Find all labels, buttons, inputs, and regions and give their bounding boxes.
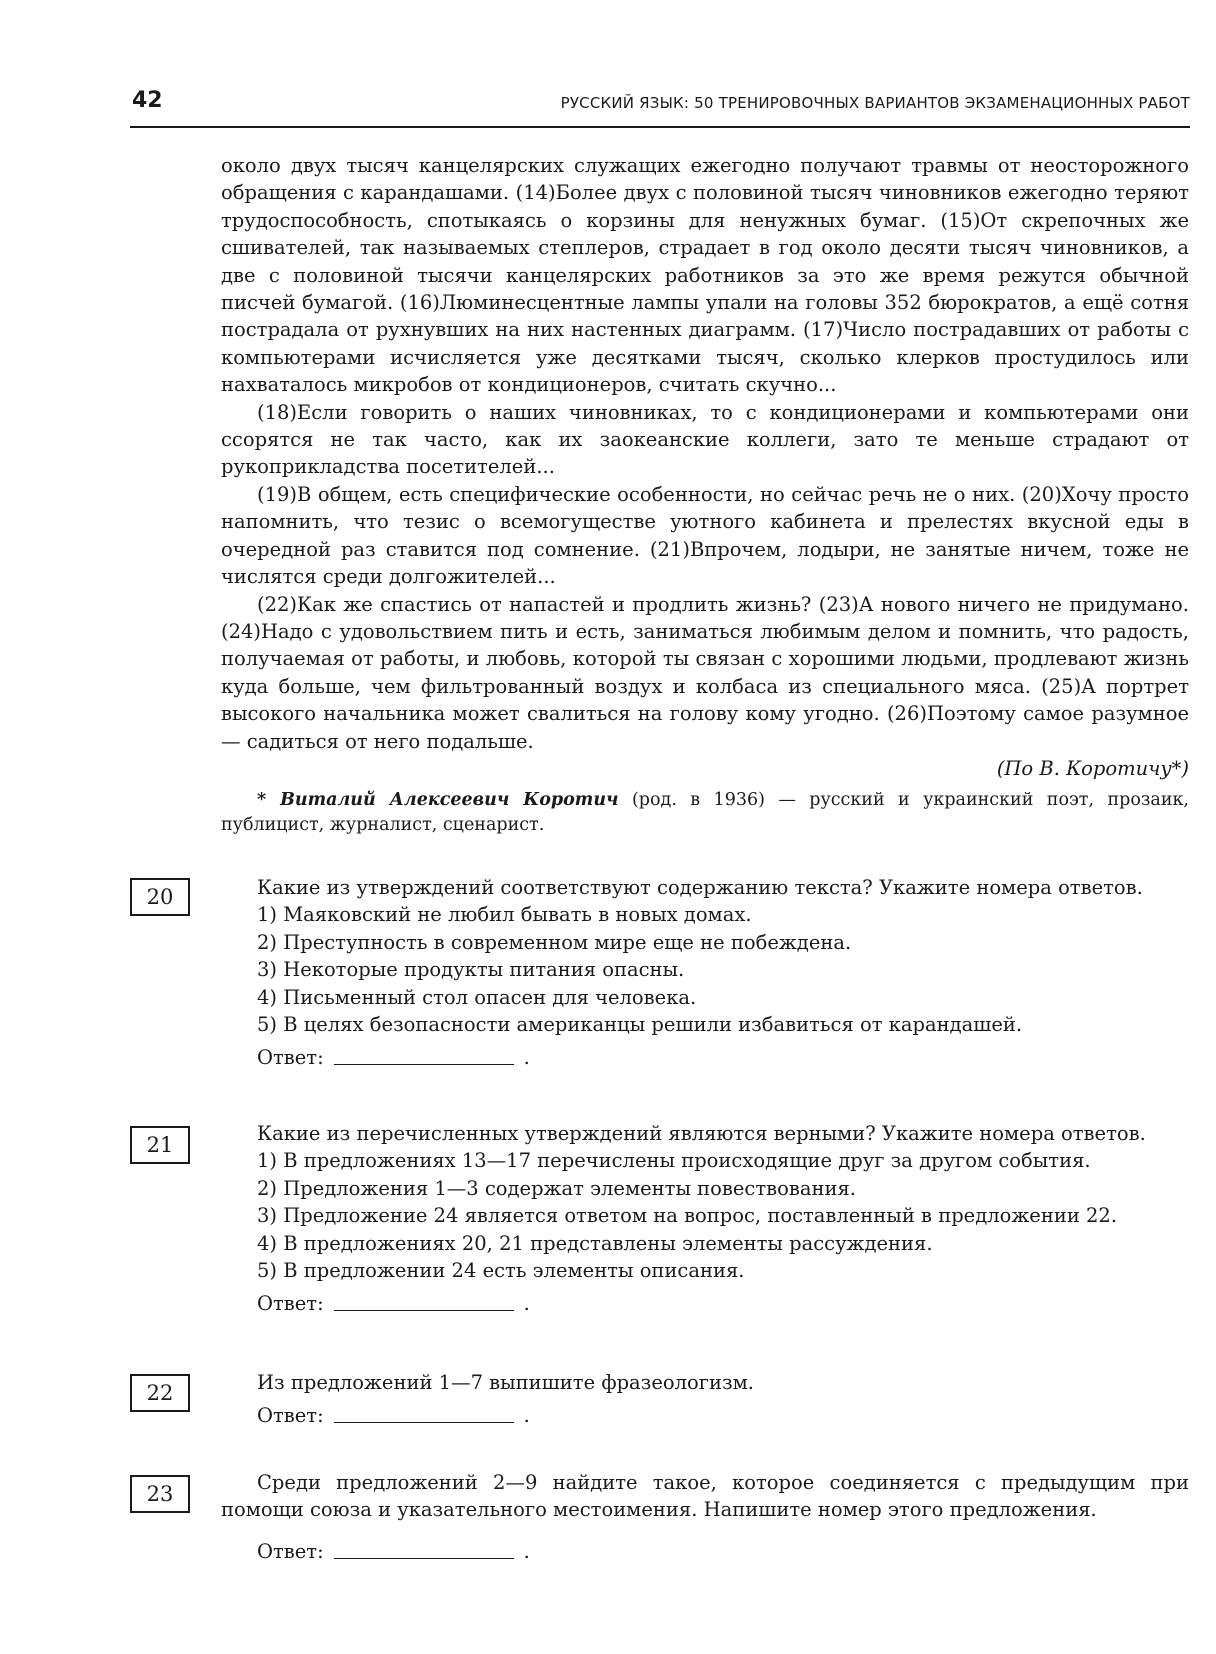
answer-field[interactable] xyxy=(334,1063,514,1065)
text-paragraph: (22)Как же спастись от напастей и продлить жизнь? (23)А нового ничего не придумано. (24)Надо с удовольствием пить и есть, заниматься любимым делом и помнить, что радость, получаемая от работы, и любовь, которой ты связан с хорошими людьми, продлевают жизнь куда больше, чем фильтрованный воздух и колбаса из специального мяса. (25)А портрет высокого начальника может свалиться на голову кому угодно. (26)Поэтому самое разумное — садиться от него подальше. xyxy=(221,592,1189,753)
answer-label: Ответ: xyxy=(257,1404,324,1428)
task-number-box: 22 xyxy=(130,1374,190,1412)
text-paragraph: (18)Если говорить о наших чиновниках, то с кондиционерами и компьютерами они ссорятся не так часто, как их заокеанские коллеги, зато те меньше страдают от рукоприкладства посетителей... xyxy=(221,400,1189,479)
task-body xyxy=(221,1469,1189,1565)
answer-option: 1) В предложениях 13—17 перечислены происходящие друг за другом события. xyxy=(257,1149,1091,1173)
answer-options xyxy=(221,901,1189,1038)
task-body xyxy=(221,1369,1189,1429)
answer-label: Ответ: xyxy=(257,1292,324,1316)
footnote-name: * Виталий Алексеевич Коротич xyxy=(257,789,619,810)
answer-option: 3) Предложение 24 является ответом на вопрос, поставленный в предложении 22. xyxy=(257,1204,1118,1228)
answer-option: 5) В предложении 24 есть элементы описания. xyxy=(257,1259,745,1283)
answer-options xyxy=(221,1147,1189,1284)
answer-dot: . xyxy=(523,1046,530,1070)
task-question: Какие из перечисленных утверждений являются верными? Укажите номера ответов. xyxy=(257,1122,1146,1145)
text-paragraph: (19)В общем, есть специфические особенности, но сейчас речь не о них. (20)Хочу просто напомнить, что тезис о всемогуществе уютного кабинета и прелестях вкусной еды в очередной раз ставится под сомнение. (21)Впрочем, лодыри, не занятые ничем, тоже не числятся среди долгожителей... xyxy=(221,482,1189,589)
answer-option: 4) В предложениях 20, 21 представлены элементы рассуждения. xyxy=(257,1231,933,1255)
task-question: Какие из утверждений соответствуют содержанию текста? Укажите номера ответов. xyxy=(257,876,1143,899)
page-header xyxy=(130,86,1190,128)
answer-dot: . xyxy=(523,1404,530,1428)
answer-row xyxy=(221,1402,1189,1429)
answer-field[interactable] xyxy=(334,1421,514,1423)
text-paragraph: около двух тысяч канцелярских служащих ежегодно получают травмы от неосторожного обращения с карандашами. (14)Более двух с половиной тысяч чиновников ежегодно теряют трудоспособность, спотыкаясь о корзины для ненужных бумаг. (15)От скрепочных же сшивателей, так называемых степлеров, страдает в год около десяти тысяч чиновников, а две с половиной тысячи канцелярских работников за это же время режутся обычной писчей бумагой. (16)Люминесцентные лампы упали на головы 352 бюрократов, а ещё сотня пострадала от рухнувших на них настенных диаграмм. (17)Число пострадавших от работы с компьютерами исчисляется уже десятками тысяч, сколько клерков простудилось или нахваталось микробов от кондиционеров, считать скучно... xyxy=(221,154,1189,397)
answer-dot: . xyxy=(523,1539,530,1563)
answer-option: 5) В целях безопасности американцы решили избавиться от карандашей. xyxy=(257,1013,1023,1037)
footnote xyxy=(221,788,1189,838)
answer-option: 4) Письменный стол опасен для человека. xyxy=(257,985,697,1009)
answer-option: 3) Некоторые продукты питания опасны. xyxy=(257,958,685,982)
page-number: 42 xyxy=(132,88,163,113)
answer-option: 2) Преступность в современном мире еще не побеждена. xyxy=(257,930,852,954)
task-question: Из предложений 1—7 выпишите фразеологизм. xyxy=(257,1371,754,1394)
task-number-box: 20 xyxy=(130,878,190,916)
task-body xyxy=(221,1120,1189,1317)
footnote-text: (род. в 1936) — русский и украинский поэт, прозаик, публицист, журналист, сценарист. xyxy=(221,789,1189,835)
answer-label: Ответ: xyxy=(257,1539,324,1563)
task-question: Среди предложений 2—9 найдите такое, которое соединяется с предыдущим при помощи союза и указательного местоимения. Напишите номер этого предложения. xyxy=(221,1471,1189,1522)
answer-row xyxy=(221,1044,1189,1071)
task-number-box: 21 xyxy=(130,1126,190,1164)
task-body xyxy=(221,874,1189,1071)
text-author: (По В. Коротичу*) xyxy=(996,756,1189,780)
answer-row xyxy=(221,1290,1189,1317)
answer-field[interactable] xyxy=(334,1557,514,1559)
answer-option: 1) Маяковский не любил бывать в новых домах. xyxy=(257,903,752,927)
task-number-box: 23 xyxy=(130,1475,190,1513)
answer-row xyxy=(221,1538,1189,1565)
running-title: РУССКИЙ ЯЗЫК: 50 ТРЕНИРОВОЧНЫХ ВАРИАНТОВ ЭКЗАМЕНАЦИОННЫХ РАБОТ xyxy=(560,94,1190,112)
answer-field[interactable] xyxy=(334,1309,514,1311)
answer-label: Ответ: xyxy=(257,1046,324,1070)
reading-text xyxy=(221,152,1189,838)
answer-dot: . xyxy=(523,1292,530,1316)
answer-option: 2) Предложения 1—3 содержат элементы повествования. xyxy=(257,1176,856,1200)
